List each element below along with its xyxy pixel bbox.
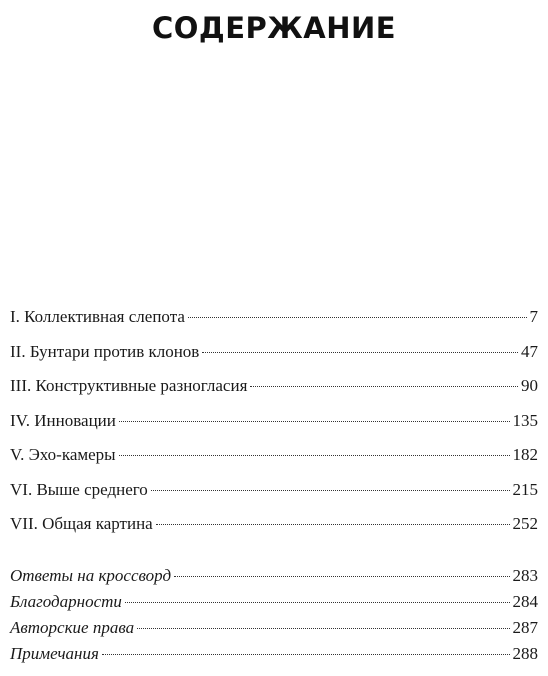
toc-entry-chapter-2[interactable] — [10, 341, 538, 376]
dot-leader — [202, 352, 518, 353]
toc-entry-chapter-5[interactable] — [10, 444, 538, 479]
section-spacer — [10, 548, 538, 565]
toc-entry-page: 135 — [512, 410, 538, 430]
dot-leader — [125, 602, 510, 603]
toc-entry-acknowledgements[interactable] — [10, 591, 538, 617]
dot-leader — [102, 654, 510, 655]
toc-entry-label: Ответы на кроссворд — [10, 565, 172, 585]
toc-entry-label: Благодарности — [10, 591, 122, 611]
toc-entry-page: 182 — [512, 445, 538, 464]
toc-entry-copyright[interactable] — [10, 617, 538, 643]
toc-entry-notes[interactable] — [10, 643, 538, 669]
toc-entry-label: Примечания — [10, 643, 99, 663]
toc-entry-crossword-answers[interactable] — [10, 565, 538, 591]
dot-leader — [119, 455, 510, 456]
toc-entry-page: 252 — [512, 514, 538, 533]
toc-entry-page: 287 — [512, 617, 538, 637]
toc-entry-chapter-3[interactable] — [10, 375, 538, 410]
page-title: СОДЕРЖАНИЕ — [151, 11, 397, 45]
toc-entry-label: Авторские права — [10, 617, 135, 637]
dot-leader — [250, 386, 518, 387]
dot-leader — [188, 317, 527, 318]
dot-leader — [119, 421, 510, 422]
table-of-contents — [10, 306, 538, 669]
toc-entry-label: VI. Выше среднего — [10, 479, 148, 499]
toc-entry-chapter-7[interactable] — [10, 513, 538, 548]
toc-entry-page: 284 — [512, 591, 538, 611]
toc-entry-label: V. Эхо-камеры — [10, 445, 116, 464]
toc-entry-page: 47 — [521, 341, 538, 361]
toc-entry-page: 7 — [529, 307, 538, 326]
toc-entry-page: 283 — [512, 565, 538, 585]
toc-entry-label: II. Бунтари против клонов — [10, 341, 200, 361]
toc-entry-chapter-6[interactable] — [10, 479, 538, 514]
toc-entry-label: IV. Инновации — [10, 410, 116, 430]
toc-entry-page: 90 — [521, 376, 538, 395]
toc-entry-page: 215 — [512, 479, 538, 499]
toc-entry-page: 288 — [512, 643, 538, 663]
dot-leader — [137, 628, 509, 629]
dot-leader — [151, 490, 510, 491]
dot-leader — [174, 576, 509, 577]
dot-leader — [156, 524, 510, 525]
toc-entry-chapter-1[interactable] — [10, 306, 538, 341]
toc-entry-chapter-4[interactable] — [10, 410, 538, 445]
toc-entry-label: VII. Общая картина — [10, 514, 153, 533]
toc-entry-label: I. Коллективная слепота — [10, 307, 185, 326]
toc-entry-label: III. Конструктивные разногласия — [10, 376, 248, 395]
